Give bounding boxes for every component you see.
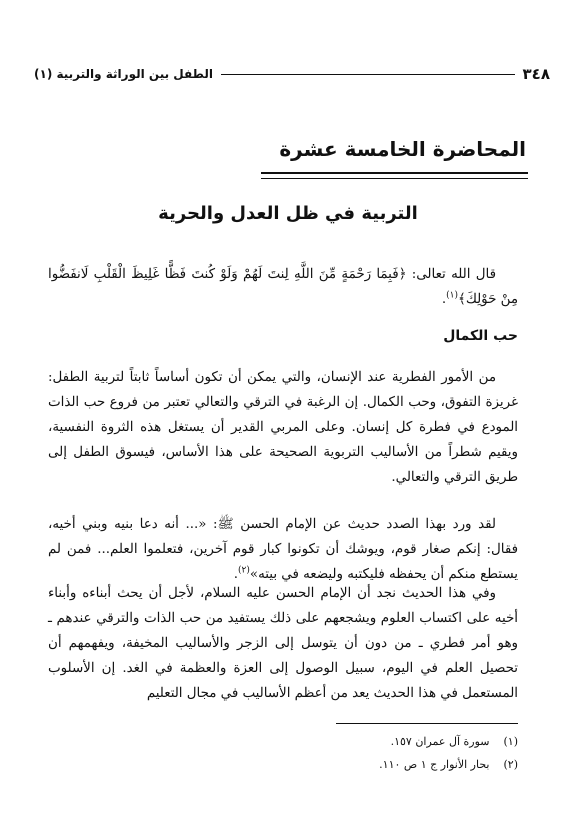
running-header — [34, 62, 550, 86]
quran-verse: قال الله تعالى: ﴿فَبِمَا رَحْمَةٍ مِّنَ اللَّهِ لِنتَ لَهُمْ وَلَوْ كُنتَ فَظًّا غَلِيظَ الْقَلْبِ لَانفَضُّوا مِنْ حَوْلِكَ﴾$^{(١)}$. — [48, 267, 518, 307]
verse-text: قال الله تعالى: ﴿فَبِمَا رَحْمَةٍ مِّنَ اللَّهِ لِنتَ لَهُمْ وَلَوْ كُنتَ فَظًّا غَلِيظَ الْقَلْبِ لَانفَضُّوا مِنْ حَوْلِكَ﴾ — [48, 267, 518, 307]
paragraph-text: لقد ورد بهذا الصدد حديث عن الإمام الحسن ﷺ: «... أنه دعا بنيه وبني أخيه، فقال: إنكم صغار قوم، ويوشك أن تكونوا كبار قوم آخرين، فتعلموا العلم... فمن لم يستطع منكم أن يحفظه فليكتبه وليضعه في بيته» — [48, 517, 518, 582]
footnote-text: سورة آل عمران ١٥٧. — [390, 735, 490, 748]
running-title: الطفل بين الوراثة والتربية (١) — [34, 67, 213, 81]
footnote — [48, 730, 518, 753]
footnote-number: (١) — [503, 735, 518, 748]
title-underline — [261, 172, 528, 179]
footnote-text: بحار الأنوار ج ١ ص ١١٠. — [379, 758, 490, 771]
footnote-number: (٢) — [503, 758, 518, 771]
lecture-title: المحاضرة الخامسة عشرة — [279, 137, 526, 161]
paragraph: من الأمور الفطرية عند الإنسان، والتي يمكن أن تكون أساساً ثابتاً لتربية الطفل: غريزة التفوق، وحب الكمال. إن الرغبة في الترقي والتعالي تعتبر من فروع حب الذات المودع في فطرة كل إنسان. وعلى المربي القدير أن يستغل هذه الثروة النفسية، ويقيم شطراً من الأساليب التربوية الصحيحة على هذا الأساس، فيسوق الطفل إلى طريق الترقي والتعالي. — [48, 370, 518, 485]
subheading: حب الكمال — [443, 328, 518, 344]
footnote-marker: (١) — [446, 290, 458, 301]
header-rule — [221, 74, 515, 75]
paragraph: وفي هذا الحديث نجد أن الإمام الحسن عليه السلام، لأجل أن يحث أبناءه وأبناء أخيه على اكتساب العلوم ويشجعهم على ذلك يستفيد من حب الذات والترقي عندهم ـ وهو أمر فطري ـ من دون أن يتوسل إلى الزجر والأساليب المخيفة، ويفهمهم أن تحصيل العلم في اليوم، سبيل الوصول إلى العزة والعظمة في الغد. إن الأسلوب المستعمل في هذا الحديث يعد من أعظم الأساليب في مجال التعليم — [48, 586, 518, 701]
page-number: ٣٤٨ — [522, 65, 550, 83]
footnote — [48, 753, 518, 776]
section-title: التربية في ظل العدل والحرية — [158, 203, 418, 224]
paragraph: لقد ورد بهذا الصدد حديث عن الإمام الحسن ﷺ: «... أنه دعا بنيه وبني أخيه، فقال: إنكم صغار قوم، ويوشك أن تكونوا كبار قوم آخرين، فتعلموا العلم... فمن لم يستطع منكم أن يحفظه فليكتبه وليضعه في بيته»$^{(٢)}$. — [48, 517, 518, 582]
footnotes — [48, 730, 518, 776]
footnote-rule — [336, 723, 518, 724]
footnote-marker: (٢) — [238, 565, 250, 576]
